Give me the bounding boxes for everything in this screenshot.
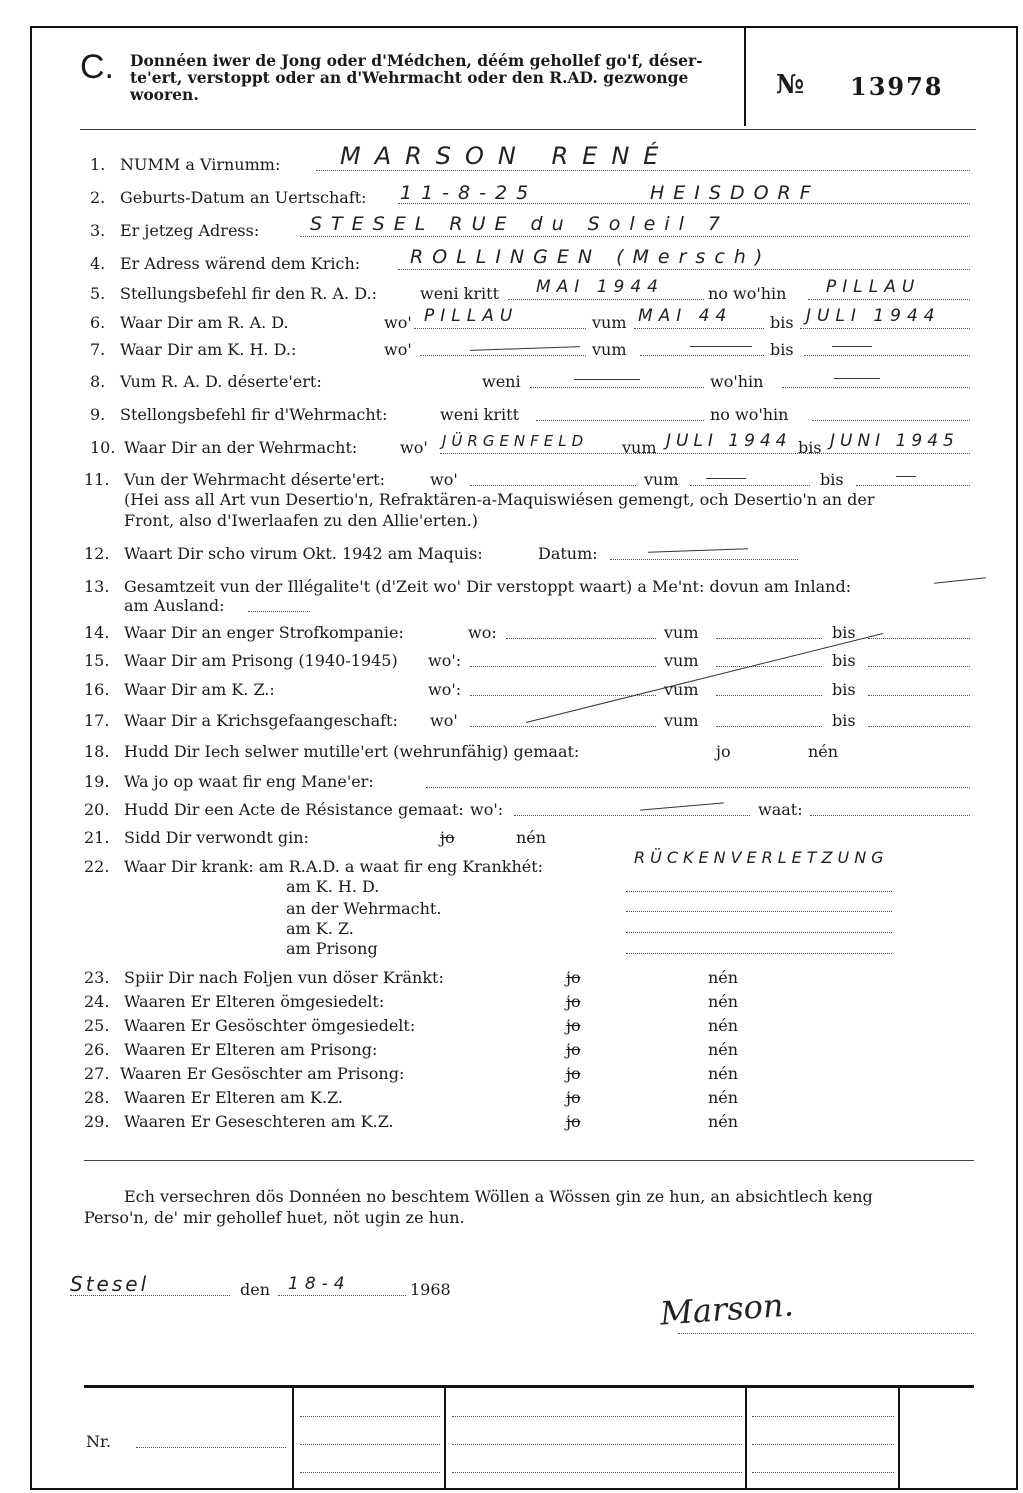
item-6-wo: wo' bbox=[384, 313, 412, 332]
item-11-note-2: Front, also d'Iwerlaafen zu den Allie'erten.) bbox=[124, 511, 478, 530]
item-7-line-1 bbox=[420, 355, 586, 356]
item-11-line-3 bbox=[856, 485, 970, 486]
item-20-line-1 bbox=[514, 815, 750, 816]
item-7-dash-2 bbox=[690, 346, 752, 347]
section-separator bbox=[84, 1160, 974, 1161]
item-10-value-3[interactable]: JUNI 1945 bbox=[830, 431, 959, 451]
item-20-wo: wo': bbox=[470, 800, 504, 819]
item-5-label: Stellungsbefehl fir den R. A. D.: bbox=[120, 284, 377, 303]
item-14-line-3 bbox=[868, 638, 970, 639]
item-11-note-1: (Hei ass all Art vun Desertio'n, Refraktären-a-Maquiswiésen gemengt, och Desertio'n an der bbox=[124, 490, 875, 509]
item-17-line-3 bbox=[868, 726, 970, 727]
item-10-vum: vum bbox=[622, 438, 657, 457]
item-17-bis: bis bbox=[832, 711, 856, 730]
item-23-label: Spiir Dir nach Foljen vun döser Kränkt: bbox=[124, 968, 444, 987]
item-8-weni: weni bbox=[482, 372, 521, 391]
item-6-number: 6. bbox=[90, 313, 106, 332]
item-4-value[interactable]: ROLLINGEN (Mersch) bbox=[410, 246, 772, 268]
item-14-line-2 bbox=[716, 638, 822, 639]
header-divider bbox=[744, 28, 746, 126]
item-22-sub-3: am K. Z. bbox=[286, 919, 354, 938]
item-16-label: Waar Dir am K. Z.: bbox=[124, 680, 275, 699]
item-13-number: 13. bbox=[84, 577, 110, 596]
item-7-line-2 bbox=[640, 355, 764, 356]
item-11-line-1 bbox=[470, 485, 636, 486]
item-9-weni-kritt: weni kritt bbox=[440, 405, 519, 424]
item-10-value-1[interactable]: JÜRGENFELD bbox=[442, 432, 589, 450]
header-rule bbox=[80, 129, 976, 130]
item-14-vum: vum bbox=[664, 623, 699, 642]
item-1-value[interactable]: MARSON RENÉ bbox=[340, 142, 673, 170]
item-6-line-1 bbox=[414, 328, 586, 329]
item-27-nen[interactable]: nén bbox=[708, 1064, 739, 1083]
item-22-number: 22. bbox=[84, 857, 110, 876]
declaration-line-1: Ech versechren dös Donnéen no beschtem Wöllen a Wössen gin ze hun, an absichtlech keng bbox=[124, 1187, 873, 1206]
item-4-number: 4. bbox=[90, 254, 106, 273]
item-22-line-2 bbox=[626, 911, 892, 912]
item-17-vum: vum bbox=[664, 711, 699, 730]
item-7-dash-3 bbox=[832, 346, 872, 347]
item-11-dash-1 bbox=[706, 478, 746, 479]
item-25-nen[interactable]: nén bbox=[708, 1016, 739, 1035]
item-16-line-2 bbox=[716, 695, 822, 696]
items-15-17-strike bbox=[526, 633, 883, 723]
item-10-number: 10. bbox=[90, 438, 116, 457]
item-23-nen[interactable]: nén bbox=[708, 968, 739, 987]
item-13-dash bbox=[934, 577, 986, 583]
footer-col-divider-4 bbox=[898, 1386, 900, 1488]
item-4-label: Er Adress wärend dem Krich: bbox=[120, 254, 361, 273]
item-25-number: 25. bbox=[84, 1016, 110, 1035]
item-20-label: Hudd Dir een Acte de Résistance gemaat: bbox=[124, 800, 464, 819]
signature-den: den bbox=[240, 1280, 271, 1299]
form-title bbox=[130, 52, 730, 103]
item-21-nen[interactable]: nén bbox=[516, 828, 547, 847]
item-8-label: Vum R. A. D. déserte'ert: bbox=[120, 372, 322, 391]
item-13-line bbox=[248, 611, 310, 612]
item-15-number: 15. bbox=[84, 651, 110, 670]
item-9-no-wohin: no wo'hin bbox=[710, 405, 789, 424]
item-18-label: Hudd Dir Iech selwer mutille'ert (wehrunfähig) gemaat: bbox=[124, 742, 580, 761]
item-2-place[interactable]: HEISDORF bbox=[650, 182, 820, 204]
footer-dot-1a bbox=[300, 1416, 440, 1417]
item-19-number: 19. bbox=[84, 772, 110, 791]
signature-year: 1968 bbox=[410, 1280, 451, 1299]
form-title-line3: wooren. bbox=[130, 85, 199, 104]
item-29-nen[interactable]: nén bbox=[708, 1112, 739, 1131]
item-5-value-1[interactable]: MAI 1944 bbox=[536, 277, 664, 297]
item-10-wo: wo' bbox=[400, 438, 428, 457]
item-7-label: Waar Dir am K. H. D.: bbox=[120, 340, 297, 359]
item-3-number: 3. bbox=[90, 221, 106, 240]
form-title-line2: te'ert, verstoppt oder an d'Wehrmacht oder den R.AD. gezwonge bbox=[130, 68, 689, 87]
item-7-wo: wo' bbox=[384, 340, 412, 359]
item-11-label: Vun der Wehrmacht déserte'ert: bbox=[124, 470, 385, 489]
item-22-value[interactable]: RÜCKENVERLETZUNG bbox=[634, 848, 889, 867]
footer-dot-2b bbox=[452, 1444, 742, 1445]
item-14-wo: wo: bbox=[468, 623, 497, 642]
item-26-label: Waaren Er Elteren am Prisong: bbox=[124, 1040, 378, 1059]
footer-col-divider-3 bbox=[745, 1386, 747, 1488]
item-16-line-3 bbox=[868, 695, 970, 696]
item-5-weni-kritt: weni kritt bbox=[420, 284, 499, 303]
item-5-line-2 bbox=[808, 299, 970, 300]
item-29-number: 29. bbox=[84, 1112, 110, 1131]
item-6-line-2 bbox=[634, 328, 764, 329]
item-8-line-1 bbox=[530, 387, 704, 388]
frame-bottom-border bbox=[30, 1488, 1018, 1490]
item-11-vum: vum bbox=[644, 470, 679, 489]
item-12-dash bbox=[648, 548, 748, 552]
item-5-value-2[interactable]: PILLAU bbox=[826, 277, 921, 297]
item-7-vum: vum bbox=[592, 340, 627, 359]
item-29-jo[interactable]: jo bbox=[566, 1112, 581, 1131]
item-5-no-wohin: no wo'hin bbox=[708, 284, 787, 303]
item-27-number: 27. bbox=[84, 1064, 110, 1083]
item-17-line-2 bbox=[716, 726, 822, 727]
item-27-jo[interactable]: jo bbox=[566, 1064, 581, 1083]
item-22-sub-1: am K. H. D. bbox=[286, 877, 380, 896]
item-12-line bbox=[610, 559, 798, 560]
item-2-date[interactable]: 11-8-25 bbox=[400, 182, 538, 204]
item-17-line-1 bbox=[470, 726, 656, 727]
form-title-line1: Donnéen iwer de Jong oder d'Médchen, déém gehollef go'f, déser- bbox=[130, 51, 703, 70]
item-19-line bbox=[426, 787, 970, 788]
item-3-label: Er jetzeg Adress: bbox=[120, 221, 260, 240]
item-5-number: 5. bbox=[90, 284, 106, 303]
item-7-number: 7. bbox=[90, 340, 106, 359]
item-14-line-1 bbox=[506, 638, 656, 639]
item-8-dash-2 bbox=[834, 378, 880, 379]
section-letter: C. bbox=[80, 48, 114, 86]
item-23-number: 23. bbox=[84, 968, 110, 987]
item-15-line-1 bbox=[470, 666, 656, 667]
item-16-vum: vum bbox=[664, 680, 699, 699]
item-25-jo[interactable]: jo bbox=[566, 1016, 581, 1035]
frame-left-border bbox=[30, 26, 32, 1490]
item-20-dash bbox=[640, 802, 724, 810]
item-5-line-1 bbox=[508, 299, 704, 300]
item-11-wo: wo' bbox=[430, 470, 458, 489]
item-8-dash-1 bbox=[574, 379, 640, 380]
item-9-line-2 bbox=[812, 420, 970, 421]
item-9-number: 9. bbox=[90, 405, 106, 424]
item-13-label: Gesamtzeit vun der Illégalite't (d'Zeit wo' Dir verstoppt waart) a Me'nt: dovun am Inland: bbox=[124, 577, 852, 596]
item-13-ausland: am Ausland: bbox=[124, 596, 225, 615]
footer-rule bbox=[84, 1385, 974, 1388]
item-21-label: Sidd Dir verwondt gin: bbox=[124, 828, 309, 847]
item-3-line bbox=[300, 236, 970, 237]
item-28-number: 28. bbox=[84, 1088, 110, 1107]
item-7-bis: bis bbox=[770, 340, 794, 359]
item-17-label: Waar Dir a Krichsgefaangeschaft: bbox=[124, 711, 398, 730]
item-22-line-3 bbox=[626, 932, 892, 933]
item-10-line bbox=[440, 453, 970, 454]
item-6-value-2[interactable]: MAI 44 bbox=[638, 306, 733, 326]
frame-right-border bbox=[1016, 26, 1018, 1490]
item-24-jo[interactable]: jo bbox=[566, 992, 581, 1011]
item-17-number: 17. bbox=[84, 711, 110, 730]
item-11-dash-2 bbox=[896, 476, 916, 477]
item-1-line bbox=[316, 170, 970, 171]
item-15-line-3 bbox=[868, 666, 970, 667]
item-2-number: 2. bbox=[90, 188, 106, 207]
item-6-bis: bis bbox=[770, 313, 794, 332]
item-27-label: Waaren Er Gesöschter am Prisong: bbox=[120, 1064, 405, 1083]
item-15-vum: vum bbox=[664, 651, 699, 670]
footer-dot-1b bbox=[300, 1444, 440, 1445]
signature[interactable]: Marson. bbox=[658, 1285, 795, 1333]
item-17-wo: wo' bbox=[430, 711, 458, 730]
item-10-label: Waar Dir an der Wehrmacht: bbox=[124, 438, 358, 457]
item-7-line-3 bbox=[804, 355, 970, 356]
item-22-line-1 bbox=[626, 891, 892, 892]
item-19-label: Wa jo op waat fir eng Mane'er: bbox=[124, 772, 374, 791]
item-9-label: Stellongsbefehl fir d'Wehrmacht: bbox=[120, 405, 388, 424]
item-25-label: Waaren Er Gesöschter ömgesiedelt: bbox=[124, 1016, 416, 1035]
footer-col-divider-2 bbox=[444, 1386, 446, 1488]
item-24-label: Waaren Er Elteren ömgesiedelt: bbox=[124, 992, 385, 1011]
footer-dot-3a bbox=[752, 1416, 894, 1417]
item-16-wo: wo': bbox=[428, 680, 462, 699]
item-24-nen[interactable]: nén bbox=[708, 992, 739, 1011]
item-18-nen[interactable]: nén bbox=[808, 742, 839, 761]
footer-dot-3c bbox=[752, 1472, 894, 1473]
item-8-line-2 bbox=[782, 387, 970, 388]
item-8-number: 8. bbox=[90, 372, 106, 391]
item-16-number: 16. bbox=[84, 680, 110, 699]
date-line bbox=[278, 1295, 406, 1296]
item-29-label: Waaren Er Geseschteren am K.Z. bbox=[124, 1112, 394, 1131]
item-12-datum: Datum: bbox=[538, 544, 598, 563]
item-24-number: 24. bbox=[84, 992, 110, 1011]
item-26-number: 26. bbox=[84, 1040, 110, 1059]
item-1-number: 1. bbox=[90, 155, 106, 174]
item-10-value-2[interactable]: JULI 1944 bbox=[666, 431, 792, 451]
item-6-label: Waar Dir am R. A. D. bbox=[120, 313, 289, 332]
form-number: 13978 bbox=[850, 72, 944, 101]
frame-top-border bbox=[30, 26, 1018, 28]
item-14-number: 14. bbox=[84, 623, 110, 642]
item-28-label: Waaren Er Elteren am K.Z. bbox=[124, 1088, 344, 1107]
item-26-nen[interactable]: nén bbox=[708, 1040, 739, 1059]
item-6-value-1[interactable]: PILLAU bbox=[424, 306, 519, 326]
item-22-line-4 bbox=[626, 953, 892, 954]
item-26-jo[interactable]: jo bbox=[566, 1040, 581, 1059]
item-11-line-2 bbox=[690, 485, 810, 486]
item-21-number: 21. bbox=[84, 828, 110, 847]
item-20-waat: waat: bbox=[758, 800, 803, 819]
item-4-line bbox=[398, 269, 970, 270]
signature-place[interactable]: Stesel bbox=[70, 1272, 150, 1296]
item-6-line-3 bbox=[800, 328, 970, 329]
item-20-line-2 bbox=[810, 815, 970, 816]
item-11-bis: bis bbox=[820, 470, 844, 489]
item-15-label: Waar Dir am Prisong (1940-1945) bbox=[124, 651, 398, 670]
item-28-jo[interactable]: jo bbox=[566, 1088, 581, 1107]
footer-nr-label: Nr. bbox=[86, 1432, 111, 1451]
item-20-number: 20. bbox=[84, 800, 110, 819]
item-9-line-1 bbox=[536, 420, 704, 421]
item-14-bis: bis bbox=[832, 623, 856, 642]
item-18-jo[interactable]: jo bbox=[716, 742, 731, 761]
item-16-bis: bis bbox=[832, 680, 856, 699]
item-15-wo: wo': bbox=[428, 651, 462, 670]
item-11-number: 11. bbox=[84, 470, 110, 489]
item-1-label: NUMM a Virnumm: bbox=[120, 155, 281, 174]
item-7-dash-1 bbox=[470, 346, 580, 351]
footer-dot-2c bbox=[452, 1472, 742, 1473]
item-6-vum: vum bbox=[592, 313, 627, 332]
footer-col-divider-1 bbox=[292, 1386, 294, 1488]
item-23-jo[interactable]: jo bbox=[566, 968, 581, 987]
item-22-sub-2: an der Wehrmacht. bbox=[286, 899, 442, 918]
footer-dot-1c bbox=[300, 1472, 440, 1473]
signature-line bbox=[678, 1333, 974, 1334]
item-14-label: Waar Dir an enger Strofkompanie: bbox=[124, 623, 404, 642]
item-10-bis: bis bbox=[798, 438, 822, 457]
item-22-sub-4: am Prisong bbox=[286, 939, 378, 958]
item-18-number: 18. bbox=[84, 742, 110, 761]
item-2-label: Geburts-Datum an Uertschaft: bbox=[120, 188, 367, 207]
item-12-number: 12. bbox=[84, 544, 110, 563]
place-line bbox=[70, 1295, 230, 1296]
item-15-bis: bis bbox=[832, 651, 856, 670]
item-22-label: Waar Dir krank: am R.A.D. a waat fir eng Krankhét: bbox=[124, 857, 544, 876]
footer-dot-3b bbox=[752, 1444, 894, 1445]
footer-dot-2a bbox=[452, 1416, 742, 1417]
declaration-line-2: Perso'n, de' mir gehollef huet, nöt ugin ze hun. bbox=[84, 1208, 465, 1227]
item-6-value-3[interactable]: JULI 1944 bbox=[806, 306, 941, 326]
item-12-label: Waart Dir scho virum Okt. 1942 am Maquis: bbox=[124, 544, 483, 563]
signature-date[interactable]: 18-4 bbox=[288, 1274, 351, 1294]
item-21-jo[interactable]: jo bbox=[440, 828, 455, 847]
footer-nr-line bbox=[136, 1447, 286, 1448]
item-28-nen[interactable]: nén bbox=[708, 1088, 739, 1107]
number-symbol: № bbox=[776, 70, 805, 100]
item-15-line-2 bbox=[716, 666, 822, 667]
item-3-value[interactable]: STESEL RUE du Soleil 7 bbox=[310, 213, 729, 235]
item-8-wohin: wo'hin bbox=[710, 372, 764, 391]
